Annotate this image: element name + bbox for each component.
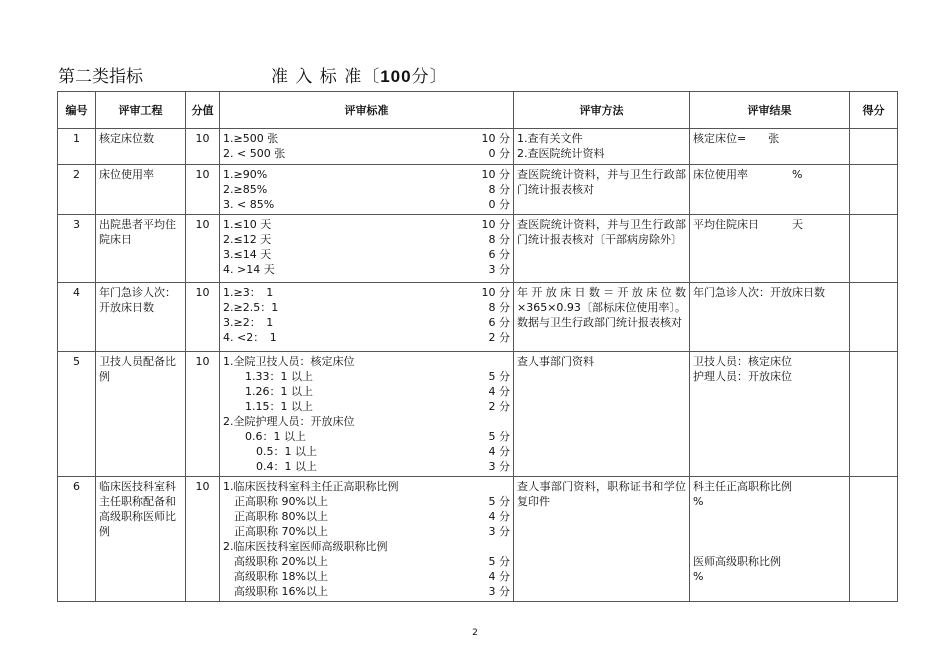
method-line: 年开放床日数＝开放床位数×365×0.93〔部标床位使用率〕。数据与卫生行政部门统计报表核对 [517,286,686,329]
method-cell [514,352,690,477]
criteria-text: 1.全院卫技人员：核定床位 [223,355,355,368]
result-cell [690,352,850,477]
result-line: 床位使用率 % [693,168,803,181]
score-value: 10 [186,165,220,215]
criteria-points: 3 分 [488,460,510,473]
criteria-cell [220,165,514,215]
criteria-line [223,384,510,399]
result-cell [690,283,850,352]
points-cell [850,215,898,283]
criteria-points: 10 分 [481,168,510,181]
criteria-points: 2 分 [488,331,510,344]
review-item: 卫技人员配备比例 [96,352,186,477]
criteria-text: 1.26：1 以上 [223,385,313,398]
criteria-points: 5 分 [488,430,510,443]
criteria-points: 10 分 [481,218,510,231]
page-number: 2 [472,628,478,638]
criteria-line [223,569,510,584]
criteria-line [223,315,510,330]
criteria-line [223,354,510,369]
criteria-text: 1.≤10 天 [223,218,272,231]
criteria-points: 5 分 [488,495,510,508]
criteria-points: 3 分 [488,263,510,276]
criteria-cell [220,215,514,283]
criteria-text: 1.15：1 以上 [223,400,313,413]
method-line: 查人事部门资料，职称证书和学位复印件 [517,480,686,508]
review-item: 临床医技科室科主任职称配备和高级职称医师比例 [96,477,186,602]
evaluation-table [57,91,898,602]
result-line: 平均住院床日 天 [693,218,803,231]
row-number: 1 [58,129,96,165]
col-criteria-header: 评审标准 [220,92,514,129]
result-cell [690,165,850,215]
review-item: 核定床位数 [96,129,186,165]
criteria-line [223,232,510,247]
method-line: 查医院统计资料，并与卫生行政部门统计报表核对〔干部病房除外〕 [517,218,686,246]
col-score-header: 分值 [186,92,220,129]
criteria-points: 3 分 [488,585,510,598]
criteria-line [223,247,510,262]
criteria-line [223,146,510,161]
criteria-text: 高级职称 16%以上 [223,585,328,598]
criteria-points: 4 分 [488,510,510,523]
points-cell [850,165,898,215]
row-number: 3 [58,215,96,283]
criteria-text: 高级职称 20%以上 [223,555,328,568]
criteria-points: 6 分 [488,248,510,261]
table-row [58,129,898,165]
criteria-line [223,399,510,414]
criteria-line [223,524,510,539]
criteria-line [223,444,510,459]
score-value: 10 [186,215,220,283]
criteria-line [223,262,510,277]
criteria-text: 正高职称 70%以上 [223,525,328,538]
table-row [58,283,898,352]
table-body [58,129,898,602]
points-cell [850,477,898,602]
criteria-text: 2.全院护理人员：开放床位 [223,415,355,428]
criteria-cell [220,129,514,165]
row-number: 6 [58,477,96,602]
criteria-line [223,429,510,444]
criteria-text: 高级职称 18%以上 [223,570,328,583]
criteria-text: 2.临床医技科室医师高级职称比例 [223,540,388,553]
criteria-text: 0.6：1 以上 [223,430,306,443]
criteria-line [223,131,510,146]
method-cell [514,283,690,352]
result-line [693,539,846,554]
criteria-line [223,330,510,345]
criteria-points: 0 分 [488,198,510,211]
method-line: 1.查有关文件 [517,132,583,145]
criteria-text: 正高职称 80%以上 [223,510,328,523]
criteria-text: 4. <2： 1 [223,331,277,344]
criteria-line [223,285,510,300]
row-number: 4 [58,283,96,352]
method-cell [514,477,690,602]
criteria-text: 0.5：1 以上 [223,445,317,458]
row-number: 5 [58,352,96,477]
method-line: 2.查医院统计资料 [517,147,605,160]
criteria-points: 3 分 [488,525,510,538]
criteria-text: 1.33：1 以上 [223,370,313,383]
criteria-text: 1.临床医技科室科主任正高职称比例 [223,480,399,493]
score-value: 10 [186,477,220,602]
criteria-points: 0 分 [488,147,510,160]
result-line: 护理人员：开放床位 [693,370,792,383]
score-value: 10 [186,352,220,477]
criteria-points: 6 分 [488,316,510,329]
method-cell [514,215,690,283]
criteria-line [223,539,510,554]
criteria-text: 4. >14 天 [223,263,275,276]
criteria-points: 2 分 [488,400,510,413]
criteria-text: 2.≥85% [223,183,268,196]
table-row [58,477,898,602]
table-title: 准 入 标 准〔100分〕 [271,67,448,87]
criteria-points: 10 分 [481,286,510,299]
col-no-header: 编号 [58,92,96,129]
criteria-cell [220,283,514,352]
criteria-text: 1.≥500 张 [223,132,279,145]
criteria-line [223,509,510,524]
criteria-line [223,300,510,315]
criteria-line [223,479,510,494]
score-value: 10 [186,283,220,352]
result-cell [690,215,850,283]
criteria-points: 4 分 [488,445,510,458]
criteria-points: 4 分 [488,385,510,398]
result-line [693,524,846,539]
col-points-header: 得分 [850,92,898,129]
category-label: 第二类指标 [58,67,143,87]
table-row [58,352,898,477]
criteria-text: 0.4：1 以上 [223,460,317,473]
criteria-points: 4 分 [488,570,510,583]
points-cell [850,352,898,477]
result-line [693,509,846,524]
criteria-text: 正高职称 90%以上 [223,495,328,508]
result-line: 核定床位= 张 [693,132,780,145]
criteria-text: 3. < 85% [223,198,275,211]
header-row [58,92,898,129]
page-heading [58,62,448,87]
result-cell [690,477,850,602]
method-cell [514,129,690,165]
points-cell [850,283,898,352]
criteria-points: 5 分 [488,370,510,383]
method-cell [514,165,690,215]
criteria-line [223,197,510,212]
col-item-header: 评审工程 [96,92,186,129]
criteria-text: 1.≥90% [223,168,268,181]
criteria-text: 2. < 500 张 [223,147,286,160]
criteria-points: 8 分 [488,183,510,196]
result-cell [690,129,850,165]
review-item: 床位使用率 [96,165,186,215]
review-item: 年门急诊人次：开放床日数 [96,283,186,352]
col-result-header: 评审结果 [690,92,850,129]
criteria-line [223,167,510,182]
table-row [58,165,898,215]
criteria-line [223,459,510,474]
table-row [58,215,898,283]
result-line: 卫技人员：核定床位 [693,355,792,368]
criteria-points: 8 分 [488,301,510,314]
criteria-text: 3.≤14 天 [223,248,272,261]
result-line: 医师高级职称比例 % [693,555,847,583]
criteria-points: 10 分 [481,132,510,145]
criteria-cell [220,477,514,602]
method-line: 查医院统计资料，并与卫生行政部门统计报表核对 [517,168,686,196]
criteria-line [223,369,510,384]
criteria-line [223,217,510,232]
criteria-line [223,182,510,197]
criteria-line [223,414,510,429]
criteria-points: 5 分 [488,555,510,568]
criteria-text: 2.≤12 天 [223,233,272,246]
criteria-line [223,554,510,569]
criteria-text: 3.≥2： 1 [223,316,274,329]
row-number: 2 [58,165,96,215]
criteria-text: 1.≥3： 1 [223,286,274,299]
criteria-line [223,584,510,599]
review-item: 出院患者平均住院床日 [96,215,186,283]
col-method-header: 评审方法 [514,92,690,129]
score-value: 10 [186,129,220,165]
result-line: 科主任正高职称比例 % [693,480,847,508]
method-line: 查人事部门资料 [517,355,594,368]
criteria-points: 8 分 [488,233,510,246]
points-cell [850,129,898,165]
criteria-line [223,494,510,509]
criteria-cell [220,352,514,477]
criteria-text: 2.≥2.5：1 [223,301,279,314]
result-line: 年门急诊人次：开放床日数 [693,286,825,299]
